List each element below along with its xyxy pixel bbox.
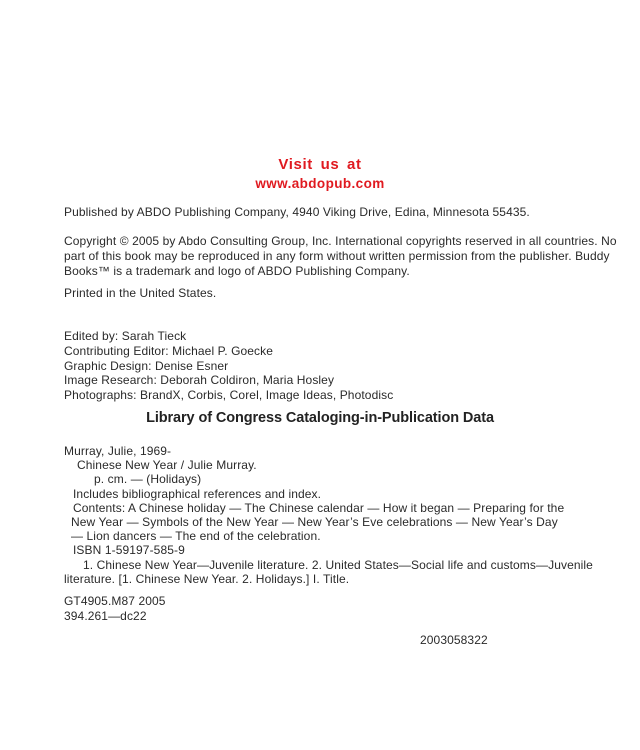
catalog-title-line: Chinese New Year / Julie Murray. — [77, 458, 257, 473]
catalog-contents-line: New Year — Symbols of the New Year — New Year’s Eve celebrations — New Year’s Day — [71, 515, 558, 530]
cip-catalog-block — [64, 444, 593, 586]
copyright-paragraph — [64, 234, 617, 278]
copyright-line: Books™ is a trademark and logo of ABDO Publishing Company. — [64, 263, 410, 278]
publisher-line — [64, 205, 576, 220]
dewey-number: 394.261—dc22 — [64, 608, 147, 623]
catalog-references-line: Includes bibliographical references and index. — [73, 486, 322, 501]
copyright-line: part of this book may be reproduced in any form without written permission from the publisher. Buddy — [64, 248, 610, 263]
credit-graphic-design: Graphic Design: Denise Esner — [64, 358, 229, 373]
website-url: www.abdopub.com — [255, 176, 385, 191]
publisher-text: Published by ABDO Publishing Company, 4940 Viking Drive, Edina, Minnesota 55435. — [64, 205, 530, 219]
printed-text: Printed in the United States. — [64, 286, 217, 300]
credit-photographs: Photographs: BrandX, Corbis, Corel, Image Ideas, Photodisc — [64, 388, 394, 403]
catalog-contents-line: Contents: A Chinese holiday — The Chinese calendar — How it began — Preparing for the — [73, 500, 565, 515]
catalog-subjects-line: 1. Chinese New Year—Juvenile literature. 2. United States—Social life and customs—Juvenile — [83, 557, 593, 572]
loc-cip-heading: Library of Congress Cataloging-in-Publication Data — [146, 410, 494, 426]
catalog-series-line: p. cm. — (Holidays) — [94, 472, 202, 487]
catalog-isbn-line: ISBN 1-59197-585-9 — [73, 543, 185, 558]
catalog-subjects-line: literature. [1. Chinese New Year. 2. Holidays.] I. Title. — [64, 571, 350, 586]
printed-line — [64, 286, 576, 301]
lc-call-number: GT4905.M87 2005 — [64, 594, 166, 608]
credit-edited-by: Edited by: Sarah Tieck — [64, 329, 187, 343]
call-number-block — [64, 594, 576, 624]
visit-us-block — [64, 155, 576, 193]
catalog-author-line: Murray, Julie, 1969- — [64, 444, 172, 458]
visit-us-heading: Visit us at — [278, 156, 362, 173]
lccn-number: 2003058322 — [420, 633, 488, 647]
credit-image-research: Image Research: Deborah Coldiron, Maria Hosley — [64, 373, 335, 388]
catalog-contents-line: — Lion dancers — The end of the celebration. — [71, 529, 321, 544]
copyright-line: Copyright © 2005 by Abdo Consulting Group, Inc. International copyrights reserved in all countries. No — [64, 234, 617, 248]
credits-list — [64, 329, 576, 403]
credit-contributing-editor: Contributing Editor: Michael P. Goecke — [64, 343, 274, 358]
